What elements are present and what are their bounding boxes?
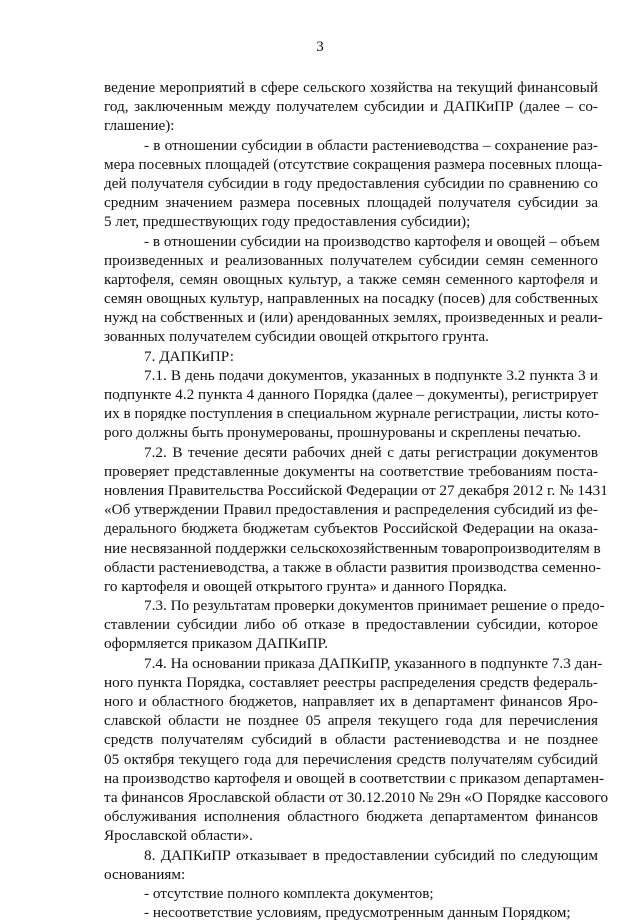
text-line: семян овощных культур, направленных на посадку (посев) для собственных [104,290,599,308]
text-line: - в отношении субсидии в области растениеводства – сохранение раз- [144,136,598,154]
text-line: та финансов Ярославской области от 30.12.2010 № 29н «О Порядке кассового [104,788,609,806]
text-line: 5 лет, предшествующих году предоставления субсидии); [104,213,471,231]
text-line: 7.1. В день подачи документов, указанных в подпункте 3.2 пункта 3 и [144,366,598,384]
text-line: 7. ДАПКиПР: [144,347,234,365]
text-line: оформляется приказом ДАПКиПР. [104,635,328,653]
text-line: - отсутствие полного комплекта документов; [144,884,434,902]
text-line: ного пункта Порядка, составляет реестры распределения средств федераль- [104,673,598,691]
text-line: новления Правительства Российской Федерации от 27 декабря 2012 г. № 1431 [104,481,608,499]
text-line: глашение): [104,117,175,135]
text-line: проверяет представленные документы на соответствие требованиям поста- [104,462,598,480]
text-line: нужд на собственных и (или) арендованных землях, произведенных и реали- [104,309,603,327]
text-line: мера посевных площадей (отсутствие сокращения размера посевных площа- [104,155,603,173]
text-line: - в отношении субсидии на производство картофеля и овощей – объем [144,232,600,250]
document-body [104,78,609,922]
text-line: ние несвязанной поддержки сельскохозяйственным товаропроизводителям в [104,539,601,557]
text-line: 7.3. По результатам проверки документов принимает решение о предо- [144,597,605,615]
text-line: основаниям: [104,865,186,883]
text-line: обслуживания исполнения областного бюджета департаментом финансов [104,808,598,826]
text-line: дерального бюджета бюджетам субъектов Российской Федерации на оказа- [104,520,598,538]
text-line: зованных получателем субсидии овощей открытого грунта. [104,328,489,346]
text-line: 7.2. В течение десяти рабочих дней с даты регистрации документов [144,443,598,461]
text-line: произведенных и реализованных получателем субсидии семян семенного [104,251,598,269]
text-line: 8. ДАПКиПР отказывает в предоставлении субсидий по следующим [144,846,598,864]
text-line: картофеля, семян овощных культур, а также семян семенного картофеля и [104,270,598,288]
text-line: славской области не позднее 05 апреля текущего года для перечисления [104,712,598,730]
text-line: Ярославской области». [104,827,253,845]
text-line: рого должны быть пронумерованы, прошнурованы и скреплены печатью. [104,424,581,442]
text-line: дей получателя субсидии в году предоставления субсидии по сравнению со [104,174,598,192]
page-number: 3 [316,39,324,55]
text-line: 05 октября текущего года для перечисления средств получателям субсидий [104,750,598,768]
text-line: 7.4. На основании приказа ДАПКиПР, указанного в подпункте 7.3 дан- [144,654,603,672]
text-line: го картофеля и овощей открытого грунта» и данного Порядка. [104,577,507,595]
text-line: средств получателям субсидий в области растениеводства и не позднее [104,731,598,749]
text-line: средним значением размера посевных площадей получателя субсидии за [104,194,598,212]
text-line: их в порядке поступления в специальном журнале регистрации, листы кото- [104,405,600,423]
text-line: - несоответствие условиям, предусмотренным данным Порядком; [144,904,571,922]
text-line: год, заключенным между получателем субсидии и ДАПКиПР (далее – со- [104,98,598,116]
text-line: области растениеводства, а также в области развития производства семенно- [104,558,601,576]
text-line: ставлении субсидии либо об отказе в предоставлении субсидии, которое [104,616,598,634]
text-line: ведение мероприятий в сфере сельского хозяйства на текущий финансовый [104,79,598,96]
text-line: на производство картофеля и овощей в соответствии с приказом департамен- [104,769,604,787]
text-line: «Об утверждении Правил предоставления и распределения субсидий из фе- [104,501,598,519]
text-line: подпункте 4.2 пункта 4 данного Порядка (далее – документы), регистрирует [104,386,598,403]
text-line: ного и областного бюджетов, направляет их в департамент финансов Яро- [104,693,598,710]
